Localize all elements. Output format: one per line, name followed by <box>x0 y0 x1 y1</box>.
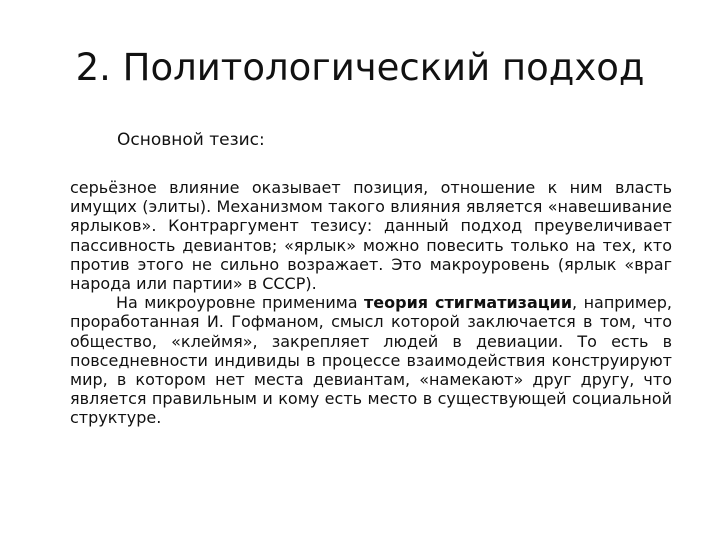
slide-subtitle: Основной тезис: <box>117 130 265 150</box>
paragraph-micro-level <box>70 293 672 427</box>
paragraph-macro-level: серьёзное влияние оказывает позиция, отношение к ним власть имущих (элиты). Механизмом такого влияния является «навешивание ярлыков». Контраргумент тезису: данный подход преувеличивает пассивность девиантов; «ярлык» можно повесить только на тех, кто против этого не сильно возражает. Это макроуровень (ярлык «враг народа или партии» в СССР). <box>70 178 672 294</box>
paragraph-micro-level-rest: , например, проработанная И. Гофманом, смысл которой заключается в том, что общество, «клеймя», закрепляет людей в девиации. То есть в повседневности индивиды в процессе взаимодействия конструируют мир, в котором нет места девиантам, «намекают» друг другу, что является правильным и кому есть место в существующей социальной структуре. <box>70 293 672 428</box>
paragraph-micro-level-intro: На микроуровне применима <box>116 293 365 313</box>
stigmatization-theory-term: теория стигматизации <box>364 293 573 313</box>
slide-body <box>70 178 672 428</box>
slide-title: 2. Политологический подход <box>75 46 645 89</box>
